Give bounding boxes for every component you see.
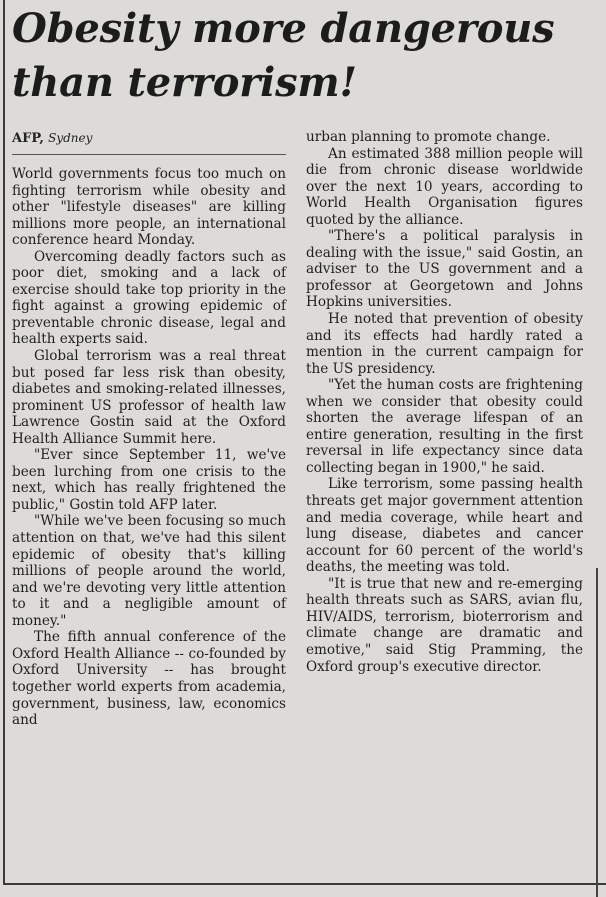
paragraph: World governments focus too much on fighting terrorism while obesity and other "lifestyle diseases" are killing millions more people, an international conference heard Monday. xyxy=(12,166,286,249)
paragraph: "Yet the human costs are frightening when we consider that obesity could shorten the average lifespan of an entire generation, resulting in the first reversal in life expectancy since data collecting began in 1900," he said. xyxy=(306,377,583,476)
byline xyxy=(12,131,92,146)
byline-location: Sydney xyxy=(48,131,93,145)
article-column-right xyxy=(306,129,583,675)
byline-agency: AFP, xyxy=(12,131,44,146)
paragraph: The fifth annual conference of the Oxford Health Alliance -- co-founded by Oxford University -- has brought together world experts from academia, government, business, law, economics and xyxy=(12,629,286,729)
article-column-left xyxy=(12,166,286,729)
paragraph: Like terrorism, some passing health threats get major government attention and media coverage, while heart and lung disease, diabetes and cancer account for 60 percent of the world's deaths, the meeting was told. xyxy=(306,476,583,576)
clipping-bottom-edge xyxy=(3,883,606,885)
paragraph: He noted that prevention of obesity and its effects had hardly rated a mention in the current campaign for the US presidency. xyxy=(306,311,583,377)
paragraph: Overcoming deadly factors such as poor diet, smoking and a lack of exercise should take top priority in the fight against a growing epidemic of preventable chronic disease, legal and health experts said. xyxy=(12,248,286,348)
clipping-left-edge xyxy=(3,0,5,885)
byline-divider xyxy=(12,154,286,155)
paragraph: An estimated 388 million people will die from chronic disease worldwide over the next 10 years, according to World Health Organisation figures quoted by the alliance. xyxy=(306,145,583,228)
paragraph: "There's a political paralysis in dealing with the issue," said Gostin, an adviser to the US government and a professor at Georgetown and Johns Hopkins universities. xyxy=(306,228,583,311)
clipping-right-edge-mark xyxy=(596,568,606,897)
paragraph: "Ever since September 11, we've been lurching from one crisis to the next, which has really frightened the public," Gostin told AFP later. xyxy=(12,447,286,513)
paragraph: Global terrorism was a real threat but posed far less risk than obesity, diabetes and smoking-related illnesses, prominent US professor of health law Lawrence Gostin said at the Oxford Health Alliance Summit here. xyxy=(12,348,286,447)
paragraph: "It is true that new and re-emerging health threats such as SARS, avian flu, HIV/AIDS, terrorism, bioterrorism and climate change are dramatic and emotive," said Stig Pramming, the Oxford group's executive director. xyxy=(306,575,583,675)
paragraph: urban planning to promote change. xyxy=(306,129,551,145)
paragraph: "While we've been focusing so much attention on that, we've had this silent epidemic of obesity that's killing millions of people around the world, and we're devoting very little attention to it and a negligible amount of money." xyxy=(12,513,286,629)
headline: Obesity more dangerous than terrorism! xyxy=(12,5,555,106)
